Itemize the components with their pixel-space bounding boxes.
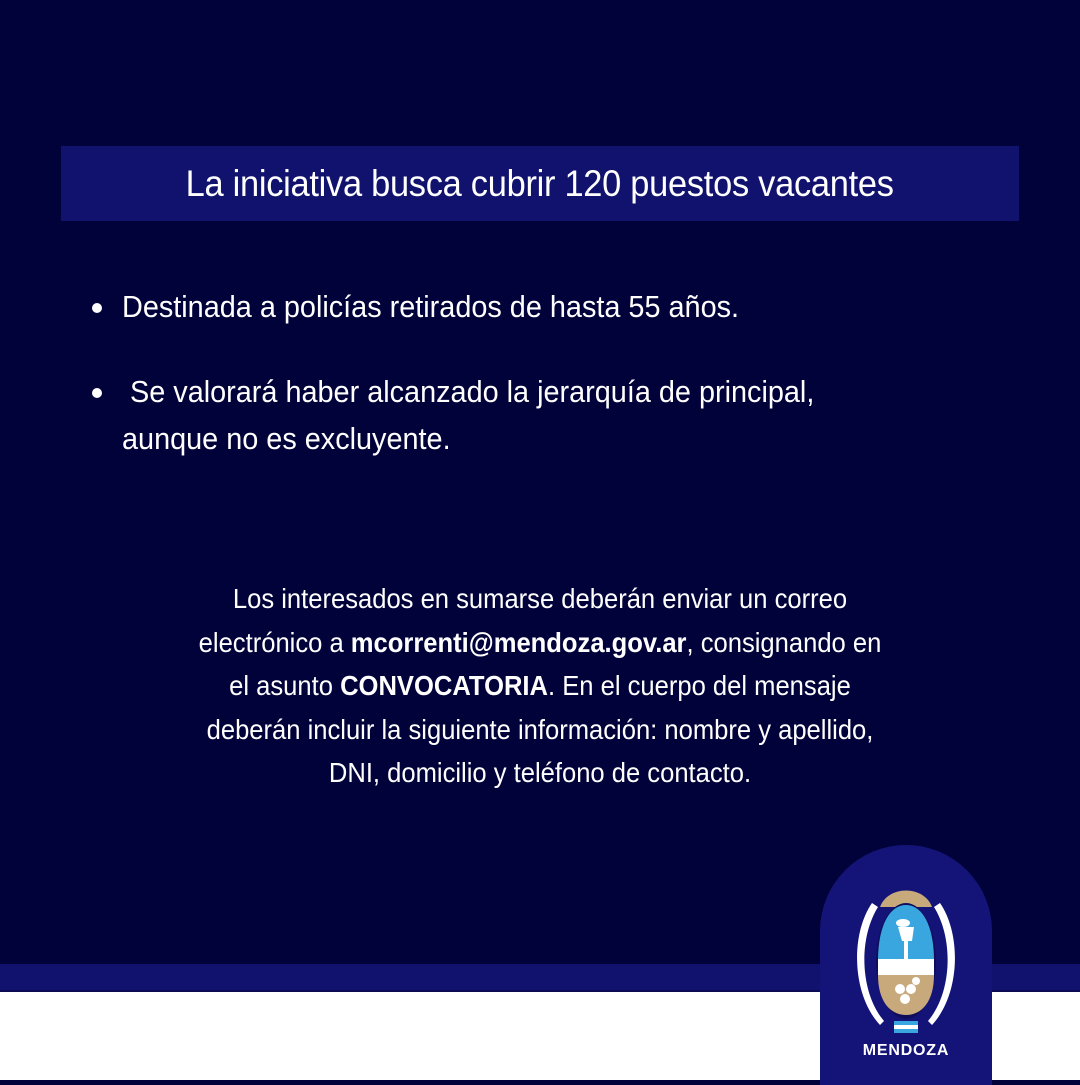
mendoza-coat-of-arms-icon (850, 875, 962, 1045)
list-item (88, 283, 1008, 330)
logo-label: MENDOZA (862, 1042, 950, 1059)
paragraph-line (112, 664, 968, 708)
paragraph-line: DNI, domicilio y teléfono de contacto. (328, 757, 752, 788)
logo-panel (820, 845, 992, 1085)
page-title: La iniciativa busca cubrir 120 puestos vacantes (185, 162, 894, 204)
paragraph-text: , consignando en (686, 626, 882, 658)
bullet-icon (92, 388, 102, 398)
email-subject: CONVOCATORIA (340, 670, 549, 701)
paragraph-line (112, 621, 968, 665)
instructions-paragraph (80, 577, 1000, 795)
list-item (88, 368, 1008, 462)
title-banner (61, 146, 1019, 221)
bullet-text: Destinada a policías retirados de hasta 55 años. (122, 289, 740, 324)
bullet-text: aunque no es excluyente. (122, 421, 451, 456)
bullet-icon (92, 303, 102, 313)
bullet-list (88, 283, 1008, 500)
paragraph-line: deberán incluir la siguiente información: nombre y apellido, (206, 713, 874, 745)
paragraph-text: . En el cuerpo del mensaje (548, 670, 851, 701)
bullet-text: Se valorará haber alcanzado la jerarquía de principal, (122, 374, 815, 409)
paragraph-text: electrónico a (198, 626, 351, 658)
email-address: mcorrenti@mendoza.gov.ar (350, 626, 687, 658)
paragraph-line: Los interesados en sumarse deberán enviar un correo (232, 583, 848, 614)
paragraph-text: el asunto (229, 670, 341, 701)
